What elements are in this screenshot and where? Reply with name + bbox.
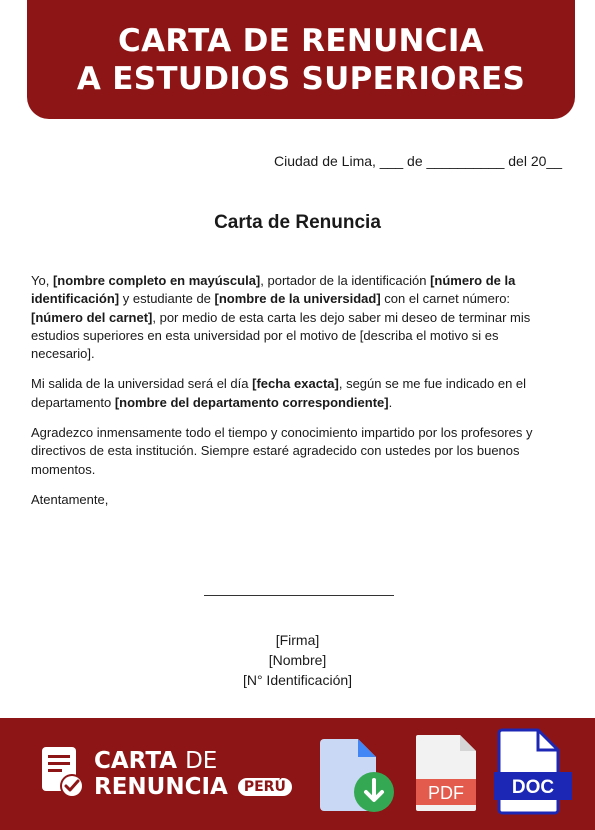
placeholder-id-number: [número de la identificación]: [31, 273, 516, 307]
brand-word-renuncia: RENUNCIA: [94, 774, 228, 800]
signature-id: [N° Identificación]: [242, 672, 353, 688]
placeholder-university: [nombre de la universidad]: [214, 291, 381, 307]
placeholder-date: [fecha exacta]: [252, 376, 339, 392]
google-docs-download-icon[interactable]: [318, 737, 398, 815]
pdf-label: PDF: [428, 783, 464, 803]
brand-word-de: DE: [185, 748, 218, 774]
banner-title-line-2: A ESTUDIOS SUPERIORES: [76, 61, 526, 97]
text: .: [388, 394, 393, 410]
placeholder-card-number: [número del carnet]: [31, 309, 153, 325]
placeholder-department: [nombre del departamento correspondiente]: [114, 394, 389, 410]
signature-firma: [Firma]: [275, 632, 320, 648]
paragraph-3: Agradezco inmensamente todo el tiempo y conocimiento impartido por los profesores y directivos de esta institución. Siempre estaré agradecido con ustedes por los buenos momentos.: [31, 425, 533, 477]
text: Mi salida de la universidad será el día: [31, 376, 253, 392]
letter-title: Carta de Renuncia: [214, 212, 381, 233]
title-banner: [27, 0, 575, 119]
signature-nombre: [Nombre]: [268, 652, 327, 668]
doc-file-icon[interactable]: [494, 728, 574, 816]
banner-title-line-1: CARTA DE RENUNCIA: [118, 23, 484, 59]
brand-logo: [94, 748, 292, 800]
brand-badge: PERÚ: [238, 778, 292, 796]
pdf-file-icon[interactable]: [414, 733, 478, 813]
date-line: Ciudad de Lima, ___ de __________ del 20__: [273, 153, 562, 169]
text: y estudiante de: [119, 291, 215, 307]
signature-block: [0, 630, 595, 690]
document-check-icon: [40, 745, 86, 801]
text: Yo,: [31, 273, 53, 288]
paragraph-2: [31, 375, 563, 412]
text: con el carnet número:: [380, 291, 511, 307]
text: , portador de la identificación: [260, 273, 431, 288]
paragraph-1: [31, 272, 563, 363]
closing: Atentamente,: [31, 491, 109, 507]
text: , según se me fue indicado en el departamento: [31, 376, 527, 410]
letter-body: [31, 272, 563, 521]
signature-line: [204, 595, 394, 596]
doc-label: DOC: [511, 777, 555, 798]
brand-word-carta: CARTA: [94, 748, 178, 774]
placeholder-full-name: [nombre completo en mayúscula]: [52, 273, 261, 288]
text: , por medio de esta carta les dejo saber mi deseo de terminar mis estudios superiores en esta universidad por el motivo de [describa el motivo si es necesario].: [31, 309, 531, 362]
